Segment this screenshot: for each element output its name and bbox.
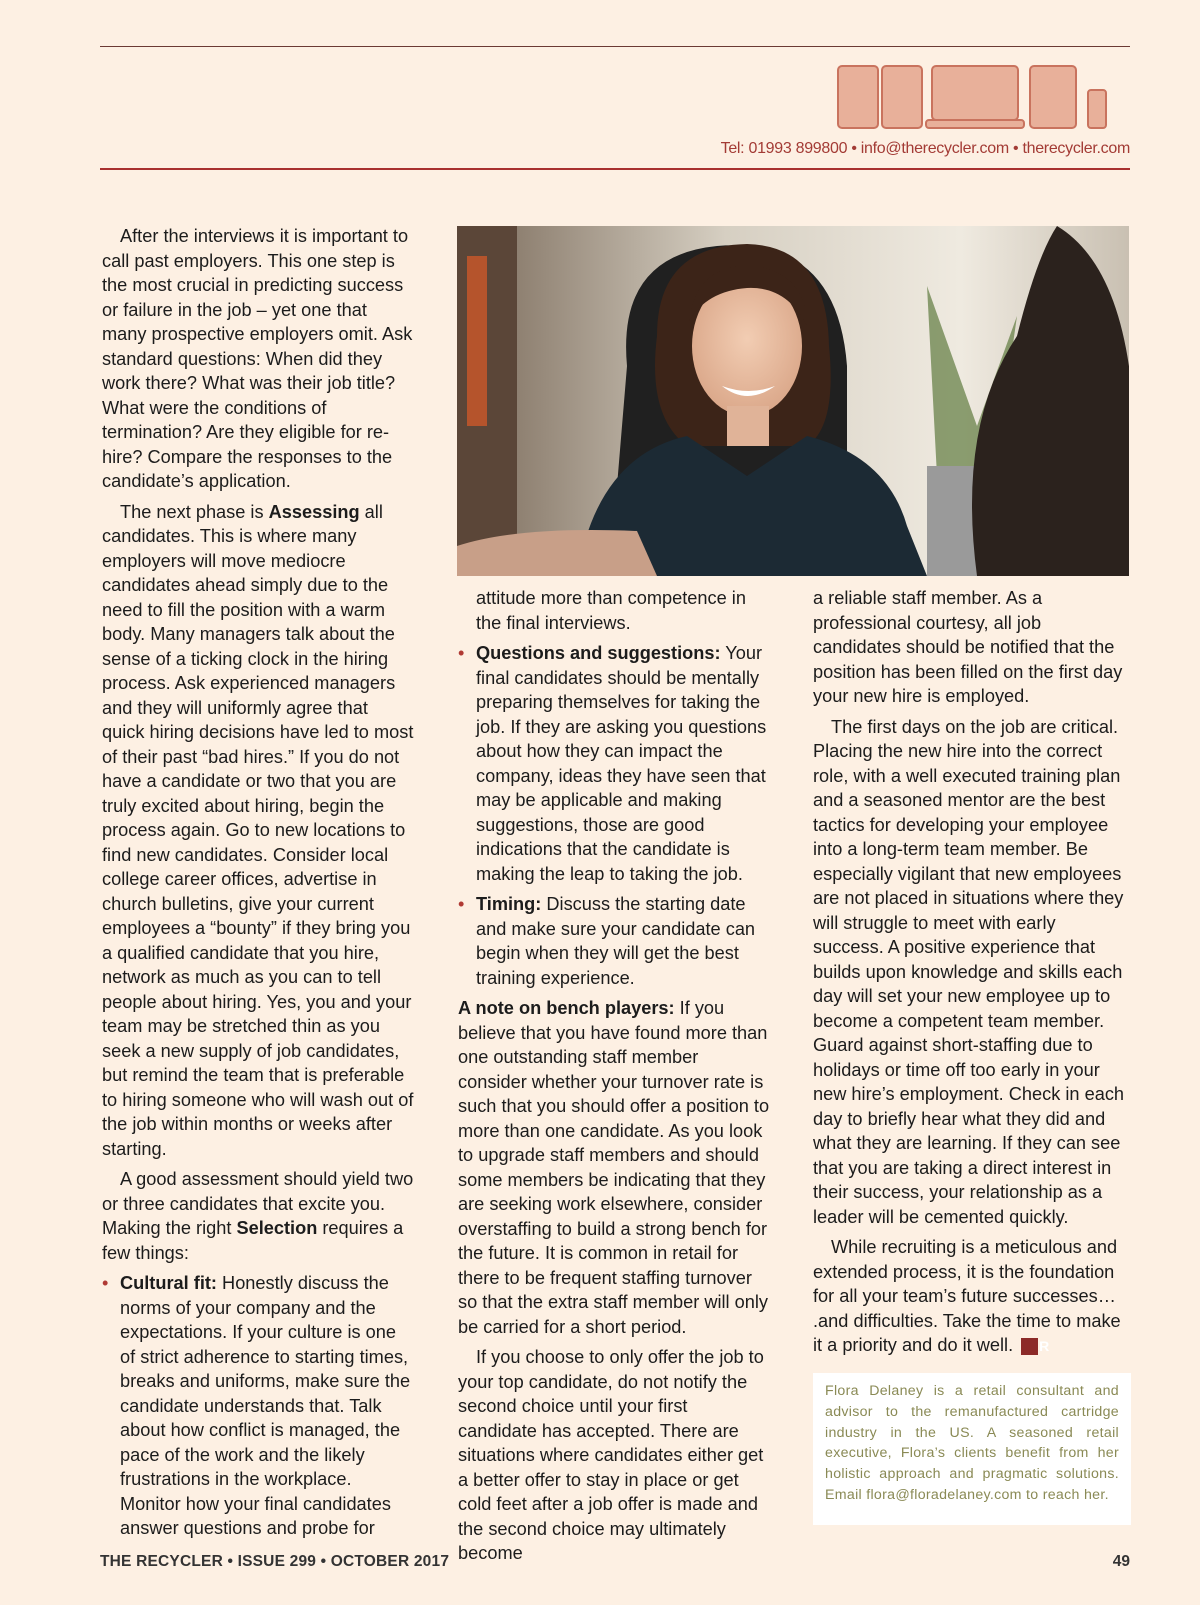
end-mark-icon: R [1021,1338,1038,1355]
paragraph: After the interviews it is important to call past employers. This one step is the most crucial in predicting success or failure in the job – yet one that many prospective employers omit. Ask standard questions: When did they work there? What was their job title? What were the conditions of termination? Are they eligible for re-hire? Compare the responses to the candidate’s application. [102,226,413,491]
column-1 [102,224,414,1547]
column-2 [458,586,770,1572]
paragraph: While recruiting is a meticulous and extended process, it is the foundation for all your team’s future successes… .and difficulties. Take the time to make it a priority and do it well. R [813,1237,1121,1355]
interview-photo [457,226,1129,576]
contact-line: Tel: 01993 899800 • info@therecycler.com • therecycler.com [720,140,1130,157]
paragraph: The first days on the job are critical. Placing the new hire into the correct role, with a well executed training plan and a seasoned mentor are the best tactics for developing your employee into a long-term team member. Be especially vigilant that new employees are not placed in situations where they will struggle to meet with early success. A positive experience that builds upon knowledge and skills each day will set your new employee up to become a competent team member. Guard against short-staffing due to holidays or time off too early in your new hire’s employment. Check in each day to briefly hear what they did and what they are learning. If they can see that you are taking a direct interest in their success, your relationship as a leader will be cemented quickly. [813,716,1125,1227]
paragraph: a reliable staff member. As a professional courtesy, all job candidates should be notified that the position has been filled on the first day your new hire is employed. [813,588,1123,706]
page-number: 49 [1112,1553,1130,1570]
list-item: • Questions and suggestions: Your final candidates should be mentally preparing themselves for taking the job. If they are asking you questions about how they can impact the company, ideas they have seen that may be applicable and making suggestions, those are good indications that the candidate is making the leap to taking the job. [458,643,767,884]
footer-issue: THE RECYCLER • ISSUE 299 • OCTOBER 2017 [100,1553,450,1570]
list-item: • Timing: Discuss the starting date and make sure your candidate can begin when they will get the best training experience. [458,894,756,988]
list-item: attitude more than competence in the final interviews. [476,588,746,633]
paragraph: The next phase is Assessing all candidates. This is where many employers will move mediocre candidates ahead simply due to the need to fill the position with a warm body. Many managers talk about the sense of a ticking clock in the hiring process. Ask experienced managers and they will uniformly agree that quick hiring decisions have led to most of their past “bad hires.” If you do not have a candidate or two that you are truly excited about hiring, begin the process again. Go to new locations to find new candidates. Consider local college career offices, advertise in church bulletins, give your current employees a “bounty” if they bring you a qualified candidate that you hire, network as much as you can to tell people about hiring. Yes, you and your team may be stretched thin as you seek a new supply of job candidates, but remind the team that is preferable to hiring someone who will wash out of the job within months or weeks after starting. [102,501,414,1159]
paragraph: If you choose to only offer the job to your top candidate, do not notify the second choice until your first candidate has accepted. There are situations where candidates either get a better offer to stay in place or get cold feet after a job offer is made and the second choice may ultimately become [458,1347,764,1563]
paragraph: A note on bench players: If you believe that you have found more than one outstanding staff member consider whether your turnover rate is such that you should offer a position to more than one candidate. As you look to upgrade staff members and should some members be indicating that they are seeking work elsewhere, consider overstaffing to build a strong bench for the future. It is common in retail for there to be frequent staffing turnover so that the extra staff member will only be carried for a short period. [458,998,770,1337]
paragraph: A good assessment should yield two or three candidates that excite you. Making the right Selection requires a few things: [102,1169,414,1263]
top-rule [100,46,1130,47]
header-rule [100,168,1130,170]
list-item: • Cultural fit: Honestly discuss the norms of your company and the expectations. If your culture is one of strict adherence to starting times, breaks and uniforms, make sure the candidate understands that. Talk about how conflict is managed, the pace of the work and the likely frustrations in the workplace. Monitor how your final candidates answer questions and probe for [102,1273,411,1538]
column-3 [813,586,1131,1364]
devices-icon [836,64,1112,132]
selection-list [102,1271,414,1541]
selection-list-continued [458,586,770,990]
author-bio: Flora Delaney is a retail consultant and advisor to the remanufactured cartridge industry in the US. A seasoned retail executive, Flora’s clients benefit from her holistic approach and pragmatic solutions. Email flora@floradelaney.com to reach her. [813,1373,1131,1525]
